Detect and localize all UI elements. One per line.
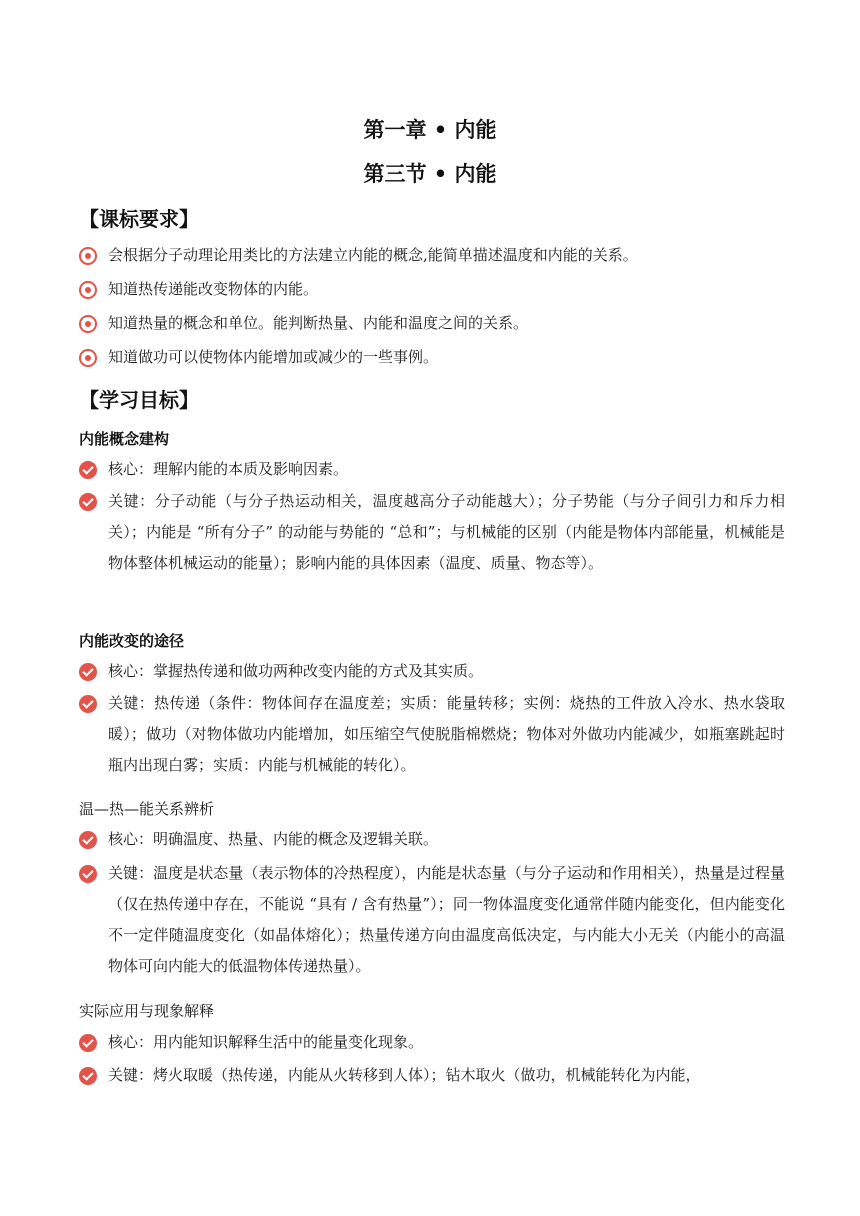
objective-item: 关键：热传递（条件：物体间存在温度差；实质：能量转移；实例：烧热的工件放入冷水、热水袋取暖）；做功（对物体做功内能增加，如压缩空气使脱脂棉燃烧；物体对外做功内能减少，如瓶塞跳起时瓶内出现白雾；实质：内能与机械能的转化）。 <box>79 688 785 781</box>
objective-group-title: 温—热—能关系辨析 <box>79 800 215 818</box>
check-circle-icon <box>79 1067 97 1085</box>
chapter-title: 第一章 • 内能 <box>363 118 497 142</box>
check-circle-icon <box>79 865 97 883</box>
curriculum-heading: 【课标要求】 <box>79 207 199 231</box>
objective-group-title: 实际应用与现象解释 <box>79 1002 215 1020</box>
check-circle-icon <box>79 695 97 713</box>
objective-item: 关键：温度是状态量（表示物体的冷热程度），内能是状态量（与分子运动和作用相关），热量是过程量（仅在热传递中存在，不能说 “具有 / 含有热量”）；同一物体温度变化通常伴随内能变化，但内能变化不一定伴随温度变化（如晶体熔化）；热量传递方向由温度高低决定，与内能大小无关（内能小的高温物体可向内能大的低温物体传递热量）。 <box>79 858 785 982</box>
check-circle-icon <box>79 493 97 511</box>
check-circle-icon <box>79 461 97 479</box>
radio-bullet-icon <box>79 349 97 367</box>
curriculum-item: 知道热量的概念和单位。能判断热量、内能和温度之间的关系。 <box>79 308 785 339</box>
curriculum-item: 知道做功可以使物体内能增加或减少的一些事例。 <box>79 342 785 373</box>
objective-group-title: 内能改变的途径 <box>79 632 185 650</box>
objective-item: 核心：用内能知识解释生活中的能量变化现象。 <box>79 1027 785 1058</box>
objective-item: 核心：明确温度、热量、内能的概念及逻辑关联。 <box>79 824 785 855</box>
radio-bullet-icon <box>79 315 97 333</box>
check-circle-icon <box>79 663 97 681</box>
section-title: 第三节 • 内能 <box>363 162 497 186</box>
objective-group-title: 内能概念建构 <box>79 430 170 448</box>
objective-item: 核心：掌握热传递和做功两种改变内能的方式及其实质。 <box>79 656 785 687</box>
curriculum-item: 知道热传递能改变物体的内能。 <box>79 274 785 305</box>
objective-item: 关键：烤火取暖（热传递，内能从火转移到人体）；钻木取火（做功，机械能转化为内能， <box>79 1060 785 1091</box>
curriculum-item: 会根据分子动理论用类比的方法建立内能的概念,能简单描述温度和内能的关系。 <box>79 240 785 271</box>
objective-item: 核心：理解内能的本质及影响因素。 <box>79 454 785 485</box>
check-circle-icon <box>79 831 97 849</box>
check-circle-icon <box>79 1034 97 1052</box>
objective-item: 关键：分子动能（与分子热运动相关，温度越高分子动能越大）；分子势能（与分子间引力和斥力相关）；内能是 “所有分子” 的动能与势能的 “总和”；与机械能的区别（内能是物体内部能量，机械能是物体整体机械运动的能量）；影响内能的具体因素（温度、质量、物态等）。 <box>79 486 785 579</box>
radio-bullet-icon <box>79 281 97 299</box>
objectives-heading: 【学习目标】 <box>79 388 199 412</box>
radio-bullet-icon <box>79 247 97 265</box>
